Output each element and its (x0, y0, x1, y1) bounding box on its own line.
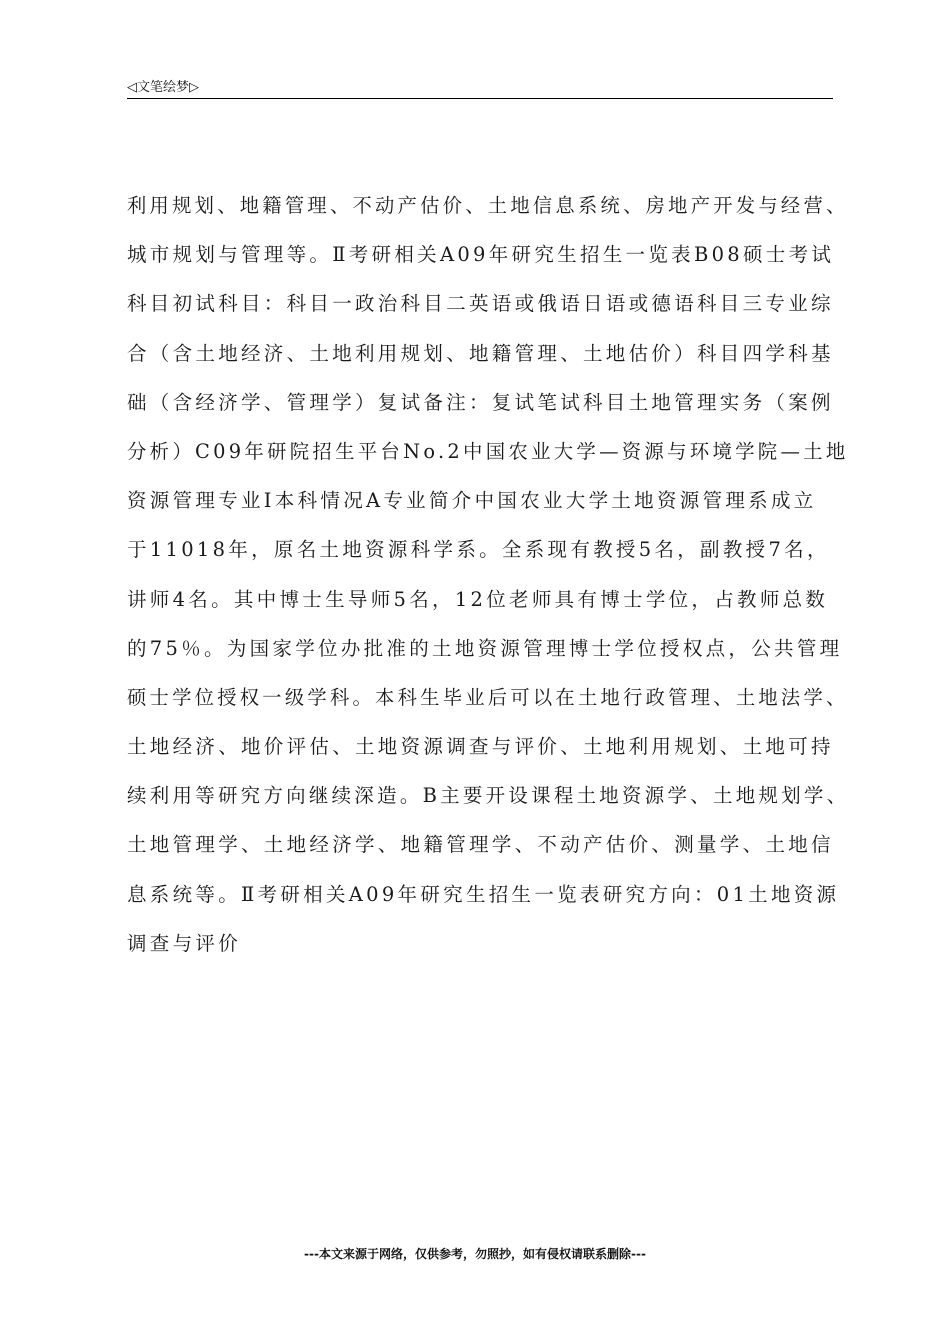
body-line: 资源管理专业Ⅰ本科情况A专业简介中国农业大学土地资源管理系成立 (127, 489, 817, 513)
body-line: 合（含土地经济、土地利用规划、地籍管理、土地估价）科目四学科基 (127, 341, 834, 365)
page-header (127, 74, 833, 99)
body-line: 讲师4名。其中博士生导师5名，12位老师具有博士学位，占教师总数 (127, 587, 829, 611)
body-line: 调查与评价 (127, 931, 242, 955)
page-footer: ---本文来源于网络，仅供参考，勿照抄，如有侵权请联系删除--- (304, 1247, 646, 1261)
body-line: 于11018年，原名土地资源科学系。全系现有教授5名，副教授7名， (127, 538, 830, 562)
body-line: 硕士学位授权一级学科。本科生毕业后可以在土地行政管理、土地法学、 (127, 685, 849, 709)
body-line: 息系统等。Ⅱ考研相关A09年研究生招生一览表研究方向：01土地资源 (127, 882, 840, 906)
header-title: ◁文笔绘梦▷ (127, 80, 199, 95)
body-line: 分析）C09年研院招生平台No.2中国农业大学—资源与环境学院—土地 (127, 439, 849, 463)
body-line: 土地管理学、土地经济学、地籍管理学、不动产估价、测量学、土地信 (127, 833, 834, 857)
body-line: 利用规划、地籍管理、不动产估价、土地信息系统、房地产开发与经营、 (127, 194, 849, 217)
body-line: 础（含经济学、管理学）复试备注：复试笔试科目土地管理实务（案例 (127, 390, 834, 414)
body-line: 土地经济、地价评估、土地资源调查与评价、土地利用规划、土地可持 (127, 735, 834, 759)
document-body (127, 181, 849, 968)
body-line: 续利用等研究方向继续深造。B主要开设课程土地资源学、土地规划学、 (127, 784, 850, 808)
body-line: 城市规划与管理等。Ⅱ考研相关A09年研究生招生一览表B08硕士考试 (127, 243, 835, 267)
body-line: 的75％。为国家学位办批准的土地资源管理博士学位授权点，公共管理 (127, 636, 843, 660)
body-line: 科目初试科目：科目一政治科目二英语或俄语日语或德语科目三专业综 (127, 292, 834, 316)
